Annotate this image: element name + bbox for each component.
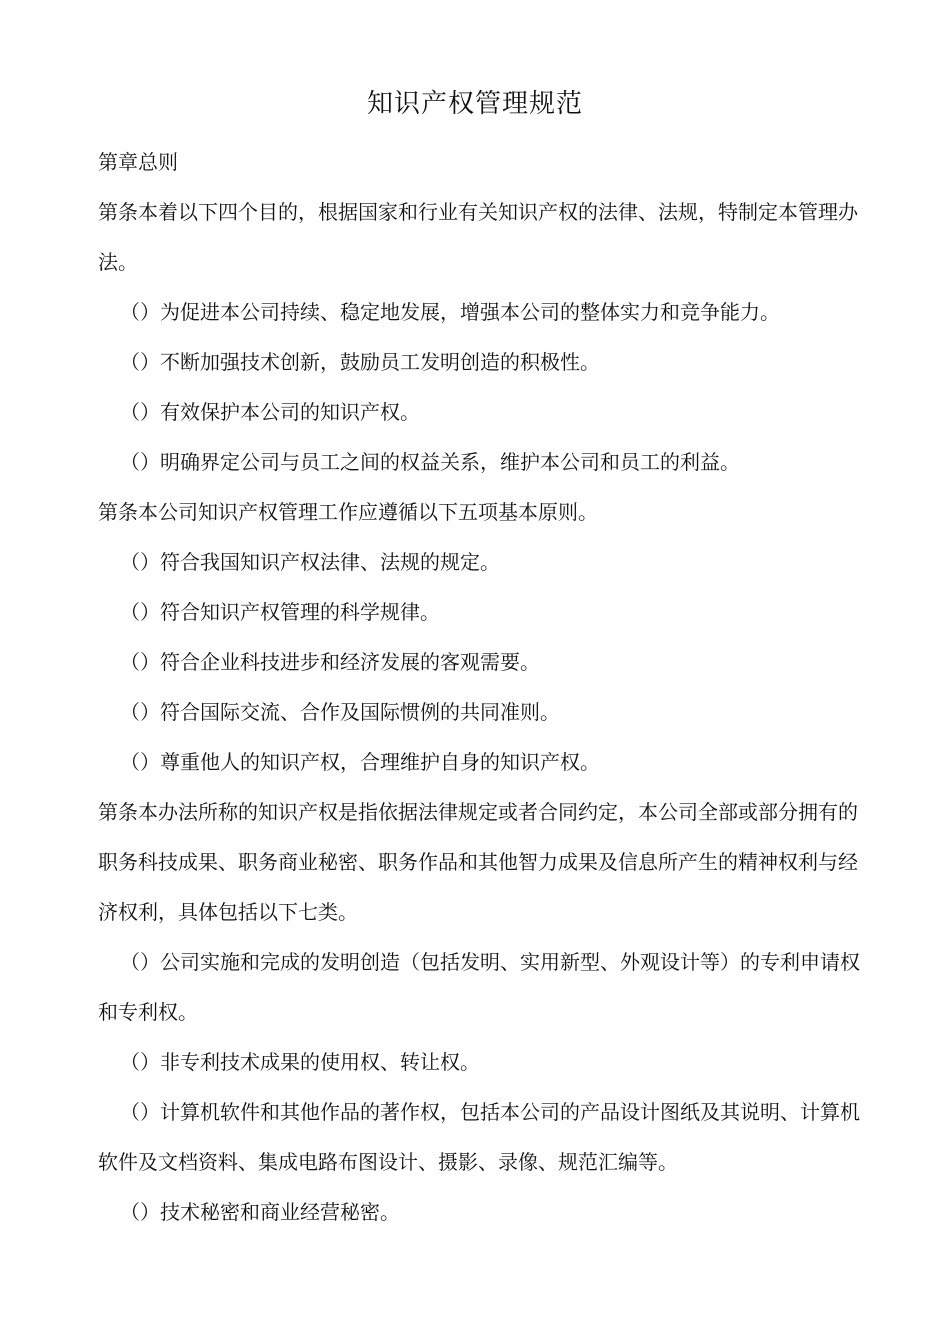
- list-item: （）明确界定公司与员工之间的权益关系，维护本公司和员工的利益。: [120, 450, 740, 474]
- chapter-heading: 第章总则: [98, 150, 178, 174]
- document-body: [98, 137, 860, 1237]
- list-item: （）公司实施和完成的发明创造（包括发明、实用新型、外观设计等）的专利申请权和专利权。: [98, 950, 860, 1024]
- list-item: （）尊重他人的知识产权，合理维护自身的知识产权。: [120, 750, 600, 774]
- list-item: （）计算机软件和其他作品的著作权，包括本公司的产品设计图纸及其说明、计算机软件及文档资料、集成电路布图设计、摄影、录像、规范汇编等。: [98, 1100, 860, 1174]
- list-item: （）不断加强技术创新，鼓励员工发明创造的积极性。: [120, 350, 600, 374]
- article-paragraph: 第条本公司知识产权管理工作应遵循以下五项基本原则。: [98, 500, 598, 524]
- list-item: （）为促进本公司持续、稳定地发展，增强本公司的整体实力和竞争能力。: [120, 300, 780, 324]
- list-item: （）符合我国知识产权法律、法规的规定。: [120, 550, 500, 574]
- list-item: （）符合知识产权管理的科学规律。: [120, 600, 440, 624]
- list-item: （）符合企业科技进步和经济发展的客观需要。: [120, 650, 540, 674]
- list-item: （）非专利技术成果的使用权、转让权。: [120, 1050, 480, 1074]
- article-paragraph: 第条本办法所称的知识产权是指依据法律规定或者合同约定，本公司全部或部分拥有的职务科技成果、职务商业秘密、职务作品和其他智力成果及信息所产生的精神权利与经济权利，具体包括以下七类。: [98, 800, 858, 924]
- document-title: 知识产权管理规范: [366, 89, 583, 119]
- list-item: （）有效保护本公司的知识产权。: [120, 400, 420, 424]
- list-item: （）符合国际交流、合作及国际惯例的共同准则。: [120, 700, 560, 724]
- list-item: （）技术秘密和商业经营秘密。: [120, 1200, 400, 1224]
- article-paragraph: 第条本着以下四个目的，根据国家和行业有关知识产权的法律、法规，特制定本管理办法。: [98, 200, 858, 274]
